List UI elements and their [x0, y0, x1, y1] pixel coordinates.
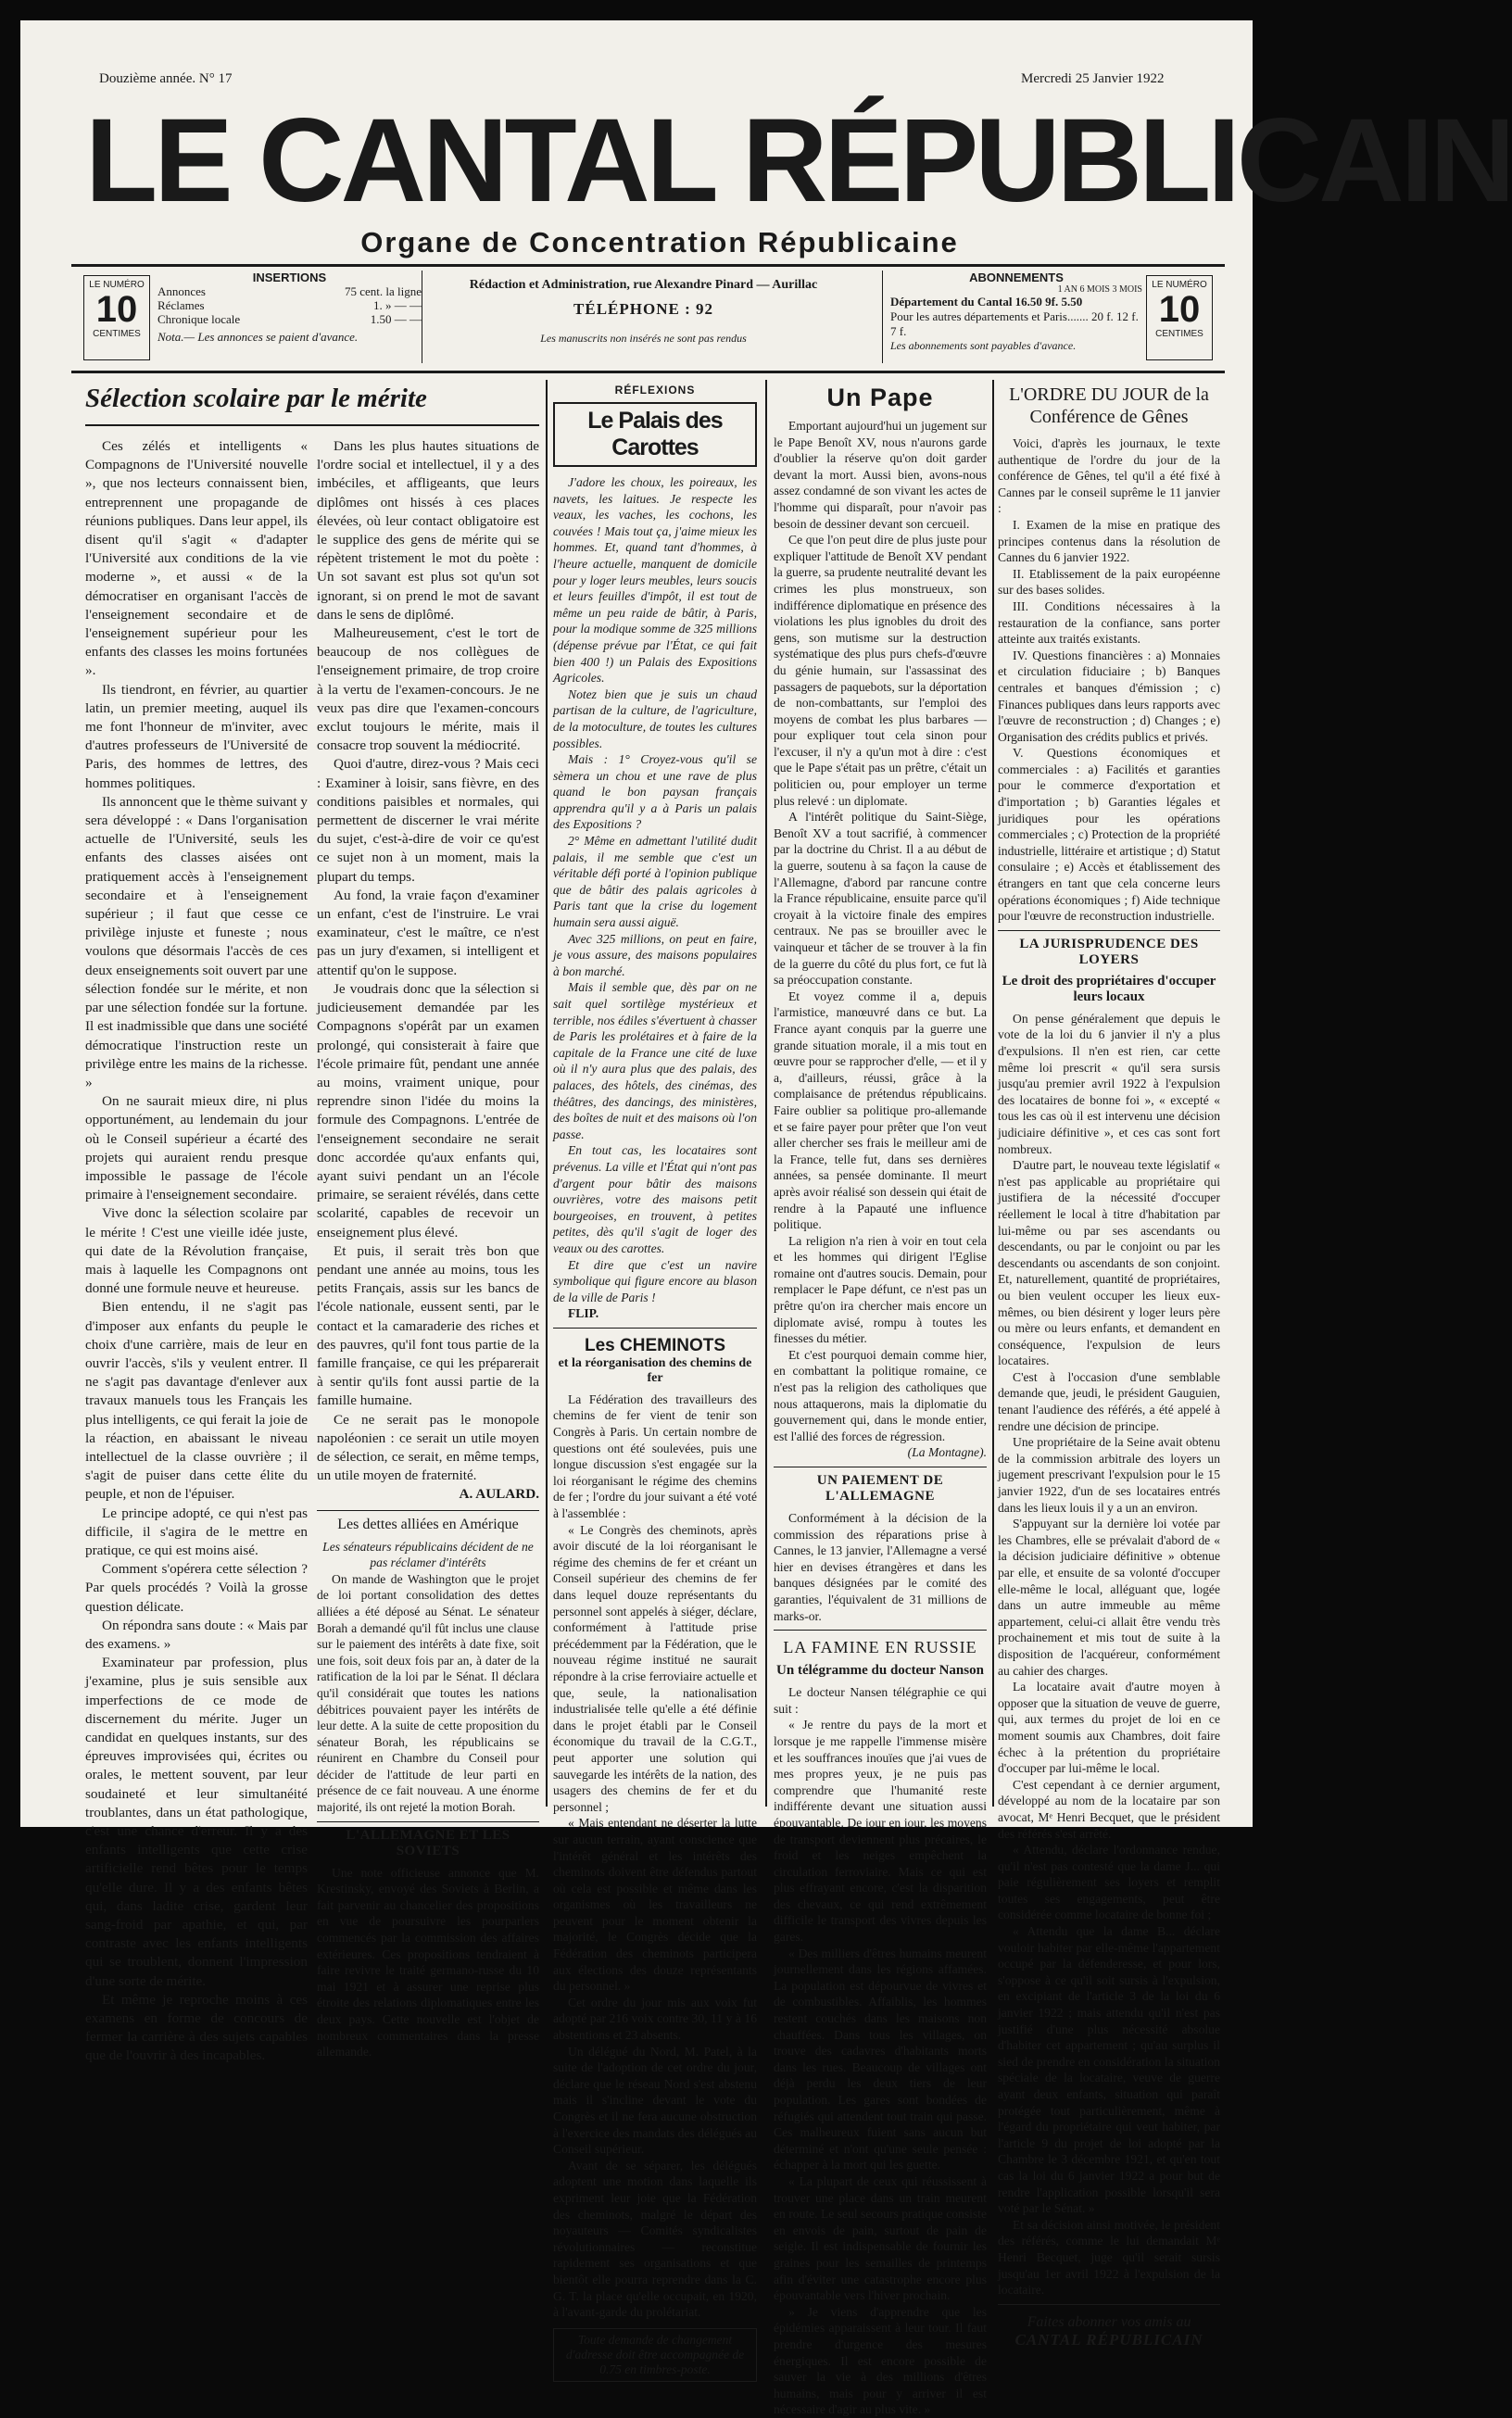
signature: A. AULARD.	[459, 1486, 539, 1503]
manuscrits-note: Les manuscrits non insérés ne sont pas rendus	[540, 332, 747, 345]
abonnements-autres: Pour les autres départements et Paris....... 20 f. 12 f. 7 f.	[890, 309, 1139, 338]
price-box-left	[83, 275, 150, 360]
paragraph: Ce ne serait pas le monopole napoléonien : ce serait un utile moyen de sélection, ce serait, en même temps, un utile moyen de fraternité.	[317, 1411, 539, 1484]
issue-number: Douzième année. N° 17	[99, 71, 233, 86]
paragraph: S'appuyant sur la dernière loi votée par les Chambres, elle se prévalait d'abord de « la décision judiciaire définitive » obtenue par elle, et ensuite de sa volonté d'occuper elle-même le local, alléguant que, logée dans un autre immeuble au même appartement, celui-ci allait être vendu très prochainement et mis tout de suite à la disposition de l'acquéreur, conformément au cahier des charges.	[998, 1517, 1220, 1678]
paragraph: On pense généralement que depuis le vote de la loi du 6 janvier il n'y a plus d'expulsions. Il n'en est rien, car cette même loi prescrit « qu'il sera sursis jusqu'au premier avril 1922 à l'expulsion des locataires de bonne foi », « excepté « tous les cas où il est intervenu une décision judiciaire définitive », et ces cas sont fort nombreux.	[998, 1011, 1220, 1156]
allemagne-text: Conformément à la décision de la commission des réparations prise à Cannes, le 13 janvier, l'Allemagne a versé hier en devises étrangères et dans les banques désignées par le comité des garanties, l'équivalent de 31 millions de marks-or.	[774, 1511, 987, 1623]
paragraph: Comment s'opérera cette sélection ? Par quels procédés ? Voilà la grosse question délicate.	[85, 1561, 308, 1615]
abonnements-title: ABONNEMENTS	[969, 271, 1064, 284]
paragraph: Emportant aujourd'hui un jugement sur le Pape Benoît XV, nous n'aurons garde d'oublier la réserve qu'on doit garder devant la mort. Aussi bien, avons-nous assez condamné de son vivant les actes de l'homme qui disparaît, pour n'avoir pas besoin de dessiner devant son cercueil.	[774, 419, 987, 531]
insertions-box	[158, 271, 422, 363]
paragraph: Notez bien que je suis un chaud partisan de la culture, de l'agriculture, de la motoculture, de toutes les cultures possibles.	[553, 686, 757, 750]
famine-title: LA FAMINE EN RUSSIE	[783, 1638, 977, 1657]
paragraph: Je voudrais donc que la sélection si judicieusement demandée par les Compagnons s'opérât par un examen prolongé, qui consisterait à faire que l'école primaire fût, pendant une année au moins, vraiment unique, pour reprendre sinon l'idée du moins la formule des Compagnons. L'entrée de l'enseignement secondaire ne serait donc accordée qu'aux enfants qui, ayant suivi pendant un an l'école primaire, se seraient révélés, dans cette scolarité, capables de recevoir un enseignement plus élevé.	[317, 980, 539, 1240]
cheminots-title: Les CHEMINOTS	[584, 1335, 726, 1355]
paragraph: « Mais entendant ne déserter la lutte sur aucun terrain, ayant conscience que l'intérêt général et les intérêts des cheminots doivent être défendus partout où cela est possible et même dans les organismes où les travailleurs ne peuvent pour le moment obtenir la majorité, le Congrès décide que la Fédération des cheminots participera aux élections des douze représentants du personnel. »	[553, 1816, 757, 1994]
paragraph: Au fond, la vraie façon d'examiner un enfant, c'est de l'instruire. Le vrai examinateur, c'est le maître, ce n'est pas un jury d'examen, si intelligent et attentif qu'on le suppose.	[317, 887, 539, 978]
issue-date: Mercredi 25 Janvier 1922	[1021, 71, 1165, 86]
masthead-subtitle: Organe de Concentration Républicaine	[360, 226, 959, 258]
paragraph: On répondra sans doute : « Mais par des examens. »	[85, 1617, 308, 1652]
paragraph: Bien entendu, il ne s'agit pas d'imposer aux enfants du peuple le choix d'une carrière, mais de leur en ouvrir l'accès, s'ils y veulent entrer. Il ne s'agit pas davantage d'enlever aux travaux manuels tous les Français les plus intelligents, ce qui ferait la joie de la réaction, en abaissant le niveau intellectuel de la classe ouvrière ; il s'agit de puiser dans cette élite du peuple, et non de l'épuiser.	[85, 1299, 308, 1503]
article-title-selection: Sélection scolaire par le mérite	[85, 384, 427, 413]
divider	[998, 2304, 1220, 2305]
row-label: Chronique locale	[158, 312, 241, 326]
agenda-item: V. Questions économiques et commerciales : a) Facilités et garanties pour le commerce d'exportation et d'importation ; b) Garanties légales et juridiques pour les opérations commerciales ; c) Protection de la propriété industrielle, littéraire et artistique ; d) Statut consulaire ; e) Accès et établissement des étrangers en tant que cela concerne leurs opérations économiques ; f) Aide technique pour l'œuvre de reconstruction industrielle.	[998, 746, 1220, 924]
paragraph: Avant de se séparer, les délégués adoptent une motion dans laquelle ils expriment leur joie que la Fédération des cheminots, malgré le départ des noyauteurs — Comités syndicalistes révolutionnaires — reconstitue rapidement ses organisations et que bientôt elle pourra reprendre dans la C. G. T. la place qu'elle occupait, en 1920, à l'avant-garde du prolétariat.	[553, 2158, 757, 2320]
paragraph: La locataire avait d'autre moyen à opposer que la situation de veuve de guerre, qui, aux termes du projet de loi en ce moment soumis aux Chambres, doit faire échec à la prétention du propriétaire d'occuper par lui-même le local.	[998, 1680, 1220, 1776]
row-price: 1. » — —	[373, 298, 422, 312]
genes-title: L'ORDRE DU JOUR de la Conférence de Gênes	[1009, 384, 1209, 427]
famine-subtitle: Un télégramme du docteur Nanson	[776, 1663, 984, 1679]
price-box-right	[1146, 275, 1213, 360]
masthead-title: LE CANTAL RÉPUBLICAIN	[85, 94, 1512, 227]
article-column-4	[998, 384, 1220, 2349]
insertions-note: Nota.— Les annonces se paient d'avance.	[158, 330, 359, 344]
insertions-row	[158, 284, 422, 298]
paragraph: Le docteur Nansen télégraphie ce qui suit :	[774, 1685, 987, 1716]
agenda-item: I. Examen de la mise en pratique des principes contenus dans la résolution de Cannes du 6 janvier 1922.	[998, 517, 1220, 565]
article-column-2	[553, 384, 757, 2382]
loyers-subtitle: Le droit des propriétaires d'occuper leurs locaux	[1002, 973, 1216, 1004]
paragraph: En tout cas, les locataires sont prévenus. La ville et l'État qui n'ont pas d'argent pour bâtir des maisons ouvrières, votre des maisons petit bourgeoises, en trouvent, à petites petites, dès qu'il s'agit de loger des veaux ou des carottes.	[553, 1143, 757, 1255]
divider	[998, 930, 1220, 931]
redaction-box	[433, 278, 854, 346]
paragraph: C'est cependant à ce dernier argument, développé au nom de la locataire par son avocat, Mᵉ Henri Becquet, que le président des référés s'est arrêté.	[998, 1777, 1220, 1841]
paragraph: La religion n'a rien à voir en tout cela et les hommes qui dirigent l'Eglise romaine ont d'autres soucis. Demain, pour remplacer le Pape défunt, ce n'est pas un prêtre qu'on ira chercher mais encore un diplomate avisé, rompu à toutes les finesses du métier.	[774, 1233, 987, 1346]
source-credit: (La Montagne).	[907, 1445, 987, 1460]
paragraph: Malheureusement, c'est le tort de beaucoup de nos collègues de l'enseignement primaire, de trop croire à la vertu de l'examen-concours. Je ne veux pas dire que l'examen-concours exclut toujours le mérite, mais il consacre trop souvent la médiocrité.	[317, 625, 539, 754]
paragraph: Ils tiendront, en février, au quartier latin, un premier meeting, auquel ils me font l'honneur de m'inviter, avec d'autres professeurs de l'Université de Paris, des hommes de lettres, des hommes politiques.	[85, 681, 308, 791]
article-column-1a	[85, 437, 308, 2066]
signature: FLIP.	[568, 1306, 599, 1321]
price-label-top: LE NUMÉRO	[89, 280, 145, 290]
paragraph: Et même je reproche moins à ces examens en forme de concours de fermer la carrière à des sujets capables que de l'ouvrir à des incapables.	[85, 1991, 308, 2064]
paragraph: « Le Congrès des cheminots, après avoir discuté de la loi réorganisant le régime des chemins de fer et créant un Conseil supérieur des chemins de fer dans lequel douze représentants du personnel sont appelés à siéger, déclare, conformément à l'attitude prise précédemment par la Fédération, que le nouveau régime institué ne saurait répondre à la crise ferroviaire actuelle et que, seule, la nationalisation industrialisée telle qu'elle a été définie dans le projet établi par le Conseil économique du travail de la C.G.T., peut apporter une solution qui sauvegarde les intérêts de la nation, des usagers des chemins de fer et du personnel ;	[553, 1522, 757, 1814]
paragraph: La Fédération des travailleurs des chemins de fer vient de tenir son Congrès à Paris. Un certain nombre de questions ont été soulevées, puis une longue discussion s'est engagée sur la loi réorganisant le régime des chemins de fer ; l'ordre du jour suivant a été voté à l'assemblée :	[553, 1392, 757, 1521]
paragraph: Un délégué du Nord, M. Patel, à la suite de l'adoption de cet ordre du jour, déclare que le réseau Nord s'est abstenu mais il s'incline devant le vote du Congrès et il ne fera aucune obstruction à l'exercice des mandats des délégués au Conseil supérieur.	[553, 2044, 757, 2157]
paragraph: D'autre part, le nouveau texte législatif « n'est pas applicable au propriétaire qui justifiera de la nécessité d'occuper réellement le local à titre d'habitation par lui-même ou par ses ascendants ou descendants, ou par le conjoint ou par les descendants ou ascendants de son conjoint. Et, naturellement, quantité de propriétaires, ou bien veulent occuper les lieux eux-mêmes, ou bien désirent y loger leurs père ou mère ou leurs enfants, et demandent en conséquence, l'expulsion de leurs locataires.	[998, 1158, 1220, 1368]
agenda-item: II. Etablissement de la paix européenne sur des bases solides.	[998, 566, 1220, 598]
insertions-row	[158, 312, 422, 326]
allemagne-title: UN PAIEMENT DE L'ALLEMAGNE	[816, 1473, 944, 1504]
paragraph: « La plupart de ceux qui réussissent à trouver une place dans un train meurent en route. Le seul secours pratique consiste en envois de pain, surtout de pain de seigle. Il est indispensable de fournir les graines pour les semailles de printemps afin d'éviter une catastrophe encore plus épouvantable vers l'hiver prochain.	[774, 2173, 987, 2303]
row-label: Réclames	[158, 298, 205, 312]
divider	[774, 1630, 987, 1631]
row-price: 75 cent. la ligne	[344, 284, 422, 298]
dettes-text: On mande de Washington que le projet de loi portant consolidation des dettes alliées a été déposé au Sénat. Le sénateur Borah a demandé qu'il fût inclus une clause sur le paiement des intérêts à date fixe, soit une fois, soit deux fois par an, à dater de la ratification de la loi par le Sénat. Il déclara qu'il considérait que toutes les nations débitrices pouvaient payer les intérêts de leur dette. A la suite de cette proposition du sénateur Borah, les républicains se réunirent en Chambre du Conseil pour décider de l'attitude de leur parti en présence de ce fait nouveau. A une énorme majorité, ils ont rejeté la motion Borah.	[317, 1571, 539, 1815]
paragraph: Mais : 1° Croyez-vous qu'il se sèmera un chou et une rave de plus quand le bon paysan français apprendra qu'il y a à Paris un palais des Expositions ?	[553, 752, 757, 832]
paragraph: Et sa décision ainsi motivée, le président des référés, comme le lui demandait Mᵉ Henri Becquet, juge qu'il serait sursis jusqu'au 1er avril 1922 à l'expulsion de la locataire.	[998, 2217, 1220, 2298]
footer-name: CANTAL RÉPUBLICAIN	[1014, 2330, 1203, 2349]
paragraph: « Attendu, déclare l'ordonnance rendue, qu'il n'est pas contesté que la dame J... qui paie régulièrement ses loyers et remplit toutes ses engagements, peut être considérée comme locataire de bonne foi ;	[998, 1843, 1220, 1922]
paragraph: Ce que l'on peut dire de plus juste pour expliquer l'attitude de Benoît XV pendant la guerre, sa prudente neutralité devant les crimes les plus monstrueux, son indifférence diplomatique en présence des violations les plus ignobles du droit des gens, son mutisme sur la destruction systématique des plus purs chefs-d'œuvre du génie humain, sur l'assassinat des passagers de paquebots, sur la déportation de non-combattants, sur l'emploi des moyens de combat les plus barbares — pour expliquer tout cela sinon pour l'excuser, il n'y a qu'un mot à dire : c'est que le Pape s'était pas un prêtre, c'était un politicien ou, pour employer un terme plus relevé : un diplomate.	[774, 533, 987, 808]
newspaper-page	[20, 20, 1512, 2417]
paragraph: » Je viens d'apprendre que les épidémies apparaissent à leur tour. Il faut prendre d'urgence des mesures énergiques. Il est encore possible de sauver la vie à des millions d'êtres humains, mais pour y arriver il est nécessaire d'agir au plus vite. »	[774, 2304, 987, 2417]
paragraph: Et puis, il serait très bon que pendant une année au moins, tous les petits Français, assis sur les bancs de l'école nationale, eussent senti, par le contact et la camaraderie des riches et des pauvres, qu'il font tous partie de la famille française, ce qui les préparerait à sentir qu'ils font aussi partie de la famille humaine.	[317, 1242, 539, 1409]
dettes-subtitle: Les sénateurs républicains décident de ne pas réclamer d'intérêts	[322, 1539, 534, 1570]
soviets-title: L'ALLEMAGNE ET LES SOVIETS	[346, 1827, 510, 1858]
paragraph: Ces zélés et intelligents « Compagnons de l'Université nouvelle », que nos lecteurs connaissent bien, entreprennent une propagande de réunions publiques. Dans leur appel, ils disent qu'il s'agit « d'adapter l'Université aux conditions de la vie moderne », et aussi « de la démocratiser en organisant l'accès de l'enseignement secondaire et de l'enseignement supérieur pour les enfants des classes les moins fortunées ».	[85, 438, 309, 679]
price-value: 10	[95, 289, 138, 330]
abonnements-cantal: Département du Cantal 16.50 9f. 5.50	[890, 295, 1083, 309]
paragraph: Dans les plus hautes situations de l'ordre social et intellectuel, il y a des imbéciles, et affligeants, que leurs diplômes ont hissés à ces places élevées, où leur contact obligatoire est le supplice des gens de mérite qui se répètent tristement le mot du poète : Un sot savant est plus sot qu'un sot ignorant, si on prend le mot de savant dans le sens de diplômé.	[317, 438, 539, 623]
address-change-note: Toute demande de changement d'adresse doit être accompagnée de 0.75 en timbres-poste.	[553, 2328, 757, 2382]
paragraph: Une propriétaire de la Seine avait obtenu de la commission arbitrale des loyers un jugement prescrivant l'expulsion pour le 15 janvier 1922, d'un de ses locataires entrés dans les lieux louis il y a un an environ.	[998, 1435, 1220, 1515]
telephone: TÉLÉPHONE : 92	[573, 300, 713, 318]
paragraph: C'est à l'occasion d'une semblable demande que, jeudi, le président Gauguien, tenant l'audience des référés, a été appelé à rendre une décision de principe.	[998, 1369, 1220, 1433]
row-price: 1.50 — —	[370, 312, 422, 326]
column-rule	[765, 380, 767, 1807]
paragraph: Cet ordre du jour mis aux voix fut adopté par 216 voix contre 30, 11 y à 16 abstentions et 23 absents.	[553, 1995, 757, 2043]
paragraph: Et voyez comme il a, depuis l'armistice, manœuvré dans ce but. La France ayant conquis par la guerre une grande situation morale, il a mis tout en œuvre pour se rapprocher d'elle, — et il y a, d'ailleurs, réussi, grâce à la complaisance de prétendus républicains. Faire oublier sa politique pro-allemande et se faire payer pour prêter que l'on veut aller chercher ses frais le meilleur ami de la France, telle fut, dans ses dernières années, sa pensée dominante. Il meurt après avoir réalisé son dessein qui était de rendre à la Papauté une influence politique.	[774, 989, 987, 1232]
paragraph: On ne saurait mieux dire, ni plus opportunément, au lendemain du jour où le Conseil supérieur a écarté des projets qui auraient rendu presque impossible le passage de l'école primaire à l'enseignement secondaire.	[85, 1093, 308, 1203]
title-rule	[85, 424, 539, 426]
paragraph: Vive donc la sélection scolaire par le mérite ! C'est une vieille idée juste, qui date de la Révolution française, mais à laquelle les Compagnons ont donné une formule neuve et heureuse.	[85, 1205, 308, 1297]
paragraph: Examinateur par profession, plus j'examine, plus je suis sensible aux imperfections de ce mode de discernement du mérite. Juger un candidat en quelques instants, sur des épreuves improvisées qui, écrites ou orales, le mettent souvent, par leur soudaineté et leur simultanéité troublantes, dans un état pathologique, c'est une chance d'erreur. Il y a des enfants intelligents que cette crise artificielle rend bêtes pour le temps qu'elle dure. Il y a des enfants bêtes qui, dans ladite crise, gardent leur sang-froid par apathie, et qui, par contraste avec les enfants intelligents qui se troublent, donnent l'impression d'une sorte de mérite.	[85, 1655, 308, 1989]
paragraph: J'adore les choux, les poireaux, les navets, les laitues. Je respecte les veaux, les vaches, les cochons, les couvées ! Mais tout ça, j'aime mieux les hommes. Et, quand tant d'hommes, à l'heure actuelle, manquent de domicile pour y loger leurs meubles, leurs soucis et leurs feuilles d'impôt, il est tout de même un peu raide de bâtir, à Paris, pour la modique somme de 325 millions (dépense prévue par l'État, ce qui fait bien 400 !) un Palais des Expositions Agricoles.	[553, 475, 757, 686]
paragraph: A l'intérêt politique du Saint-Siège, Benoît XV a tout sacrifié, à commencer par la doctrine du Christ. Il a au début de la guerre, soutenu à sa façon la cause de l'Allemagne, d'abord par rancune contre la France républicaine, ensuite parce qu'il croyait à la victoire finale des empires centraux. Ne pas se brouiller avec le vainqueur et tâcher de se trouver à la fin de la guerre du côté du plus fort, ce fut là sa préoccupation constante.	[774, 810, 987, 988]
soviets-text: Une note officieuse annonce que M. Krestinsky, envoyé des Soviets à Berlin, a fait parvenir au chancelier des propositions en vue de poursuivre les pourparlers commencés par la commission des affaires extérieures. Ces propositions tendraient à faire revivre le traité germano-russe du 10 mai 1921 et à assurer une reprise plus étroite des relations diplomatiques entre les deux pays. Cette nouvelle est l'objet de nombreux commentaires dans la presse allemande.	[317, 1865, 539, 2059]
price-label-bottom: CENTIMES	[1155, 329, 1203, 339]
abonnements-columns: 1 AN 6 MOIS 3 MOIS	[1057, 284, 1142, 295]
footer-promo: Faites abonner vos amis au	[1027, 2313, 1191, 2330]
paragraph: Voici, d'après les journaux, le texte authentique de l'ordre du jour de la conférence de Gênes, tel qu'il a été fixé à Cannes par le conseil suprême le 11 janvier :	[998, 436, 1220, 516]
divider	[553, 1328, 757, 1329]
column-rule	[546, 380, 548, 1807]
redaction-address: Rédaction et Administration, rue Alexandre Pinard — Aurillac	[469, 278, 818, 292]
paragraph: « Je rentre du pays de la mort et lorsque je me rappelle l'immense misère et les souffrances inouïes que j'ai vues de mes propres yeux, je ne puis pas comprendre que l'humanité reste indifférente devant une situation aussi épouvantable. De jour en jour, les moyens de transport deviennent plus précaires, le froid et les neiges empêchent la circulation ferroviaire. Mais ce qui est plus effrayant encore, c'est la disparition des chevaux, ce qui rend extrêmement difficile le transport des vivres depuis les gares.	[774, 1718, 987, 1945]
paragraph: 2° Même en admettant l'utilité dudit palais, il me semble que c'est un véritable défi porté à l'opinion publique que de bâtir des palais agricoles à Paris tant que la crise du logement humain sera aussi aiguë.	[553, 834, 757, 930]
abonnements-note: Les abonnements sont payables d'avance.	[890, 339, 1077, 352]
paragraph: Et c'est pourquoi demain comme hier, en combattant la politique romaine, ce n'est pas la religion des catholiques que nous attaquerons, mais la diplomatie du gouvernement qui, dans le monde entier, est l'allié des forces de régression.	[774, 1347, 987, 1443]
column-rule	[992, 380, 994, 1807]
divider	[317, 1510, 539, 1511]
agenda-item: IV. Questions financières : a) Monnaies et circulation fiduciaire ; b) Banques centrales et banques d'émission ; c) Finances publiques dans leurs rapports avec l'œuvre de reconstruction ; d) Changes ; e) Organisation des crédits publics et privés.	[998, 648, 1220, 744]
paragraph: Ils annoncent que le thème suivant y sera développé : « Dans l'organisation actuelle de l'Université, seuls les enfants des classes aisées ont pratiquement accès à l'enseignement secondaire et à l'enseignement supérieur ; il faut que cesse ce privilège injuste et funeste ; nous voulons que désormais l'accès de ces deux enseignements soit ouvert par une sélection fondée sur le mérite, et non par une sélection fondée sur la fortune. Il est inadmissible que dans une société démocratique l'instruction reste un privilège entre les mains de la richesse. »	[85, 793, 308, 1090]
article-column-3	[774, 384, 987, 2418]
agenda-item: III. Conditions nécessaires à la restauration de la confiance, sans porter atteinte aux traités existants.	[998, 598, 1220, 647]
article-column-1b	[317, 437, 539, 2060]
palais-title: Le Palais des Carottes	[553, 402, 757, 467]
paragraph: Mais il semble que, dès par on ne sait quel sortilège mystérieux et terrible, nos édiles s'évertuent à chasser de Paris les prolétaires et à faire de la capitale de la France une cité de luxe où il n'y aura plus que des palais, des palaces, des hôtels, des cinémas, des théâtres, des dancings, des ministères, des boîtes de nuit et des maisons où l'on passe.	[553, 980, 757, 1141]
insertions-title: INSERTIONS	[252, 271, 327, 284]
cheminots-subtitle: et la réorganisation des chemins de fer	[558, 1355, 752, 1385]
paragraph: Avec 325 millions, on peut en faire, je vous assure, des maisons populaires à bon marché.	[553, 931, 757, 978]
paragraph: Et dire que c'est un navire symbolique qui figure encore au blason de la ville de Paris !	[553, 1257, 757, 1304]
reflexions-kicker: RÉFLEXIONS	[614, 384, 696, 397]
abonnements-box	[882, 271, 1142, 363]
loyers-title: LA JURISPRUDENCE DES LOYERS	[1019, 936, 1199, 967]
paragraph: « Des milliers d'êtres humains meurent journellement dans les régions affamées. La population est dépourvue de vivres et de combustibles. Affaiblis, les hommes restent couchés dans les maisons non chauffées. Dans tous les villages, on trouve des cadavres d'habitants morts dans les rues. Beaucoup de villages ont déjà perdu les deux tiers de leur population. Les gares sont bondées de réfugiés qui attendent tout train qui passe. Ces malheureux fuient sans aucun but déterminé et n'ont qu'une seule pensée : échapper à la mort qui les guette.	[774, 1946, 987, 2172]
row-label: Annonces	[158, 284, 206, 298]
price-label-top: LE NUMÉRO	[1152, 280, 1207, 290]
divider	[317, 1821, 539, 1822]
paragraph: Le principe adopté, ce qui n'est pas difficile, il s'agira de le mettre en pratique, ce qui est moins aisé.	[85, 1505, 308, 1558]
paragraph: Quoi d'autre, direz-vous ? Mais ceci : Examiner à loisir, sans fièvre, en des conditions paisibles et normales, qui permettent de discerner le vrai mérite du sujet, c'est-à-dire de voir ce qu'est ce sujet non à un moment, mais la plupart du temps.	[317, 756, 539, 885]
price-label-bottom: CENTIMES	[93, 329, 141, 339]
insertions-row	[158, 298, 422, 312]
price-value: 10	[1158, 289, 1201, 330]
paragraph: « Attendu que la dame B... déclare vouloir habiter par elle-même l'appartement occupé par la défenderesse, et pour lors, s'oppose à ce qu'il soit sursis à l'expulsion, en excipiant de l'article 3 de la loi du 6 janvier 1922 ; mais attendu qu'il n'est pas justifié d'une plus nécessité absolue d'habiter cet appartement ; qu'au surplus il sied de prendre en considération la situation spéciale de la locataire, veuve de guerre ayant deux enfants, situation qui paraît protégée tout particulièrement, même à l'égard du propriétaire qui veut habiter, par l'article 9 du projet de loi adopté par la Chambre le 3 décembre 1921, et qu'en tout cas la loi du 6 janvier 1922 a pour but de rendre l'application possible lorsqu'il sera voté par le Sénat. »	[998, 1924, 1220, 2216]
pape-title: Un Pape	[826, 384, 934, 411]
dettes-title: Les dettes alliées en Amérique	[337, 1516, 519, 1532]
